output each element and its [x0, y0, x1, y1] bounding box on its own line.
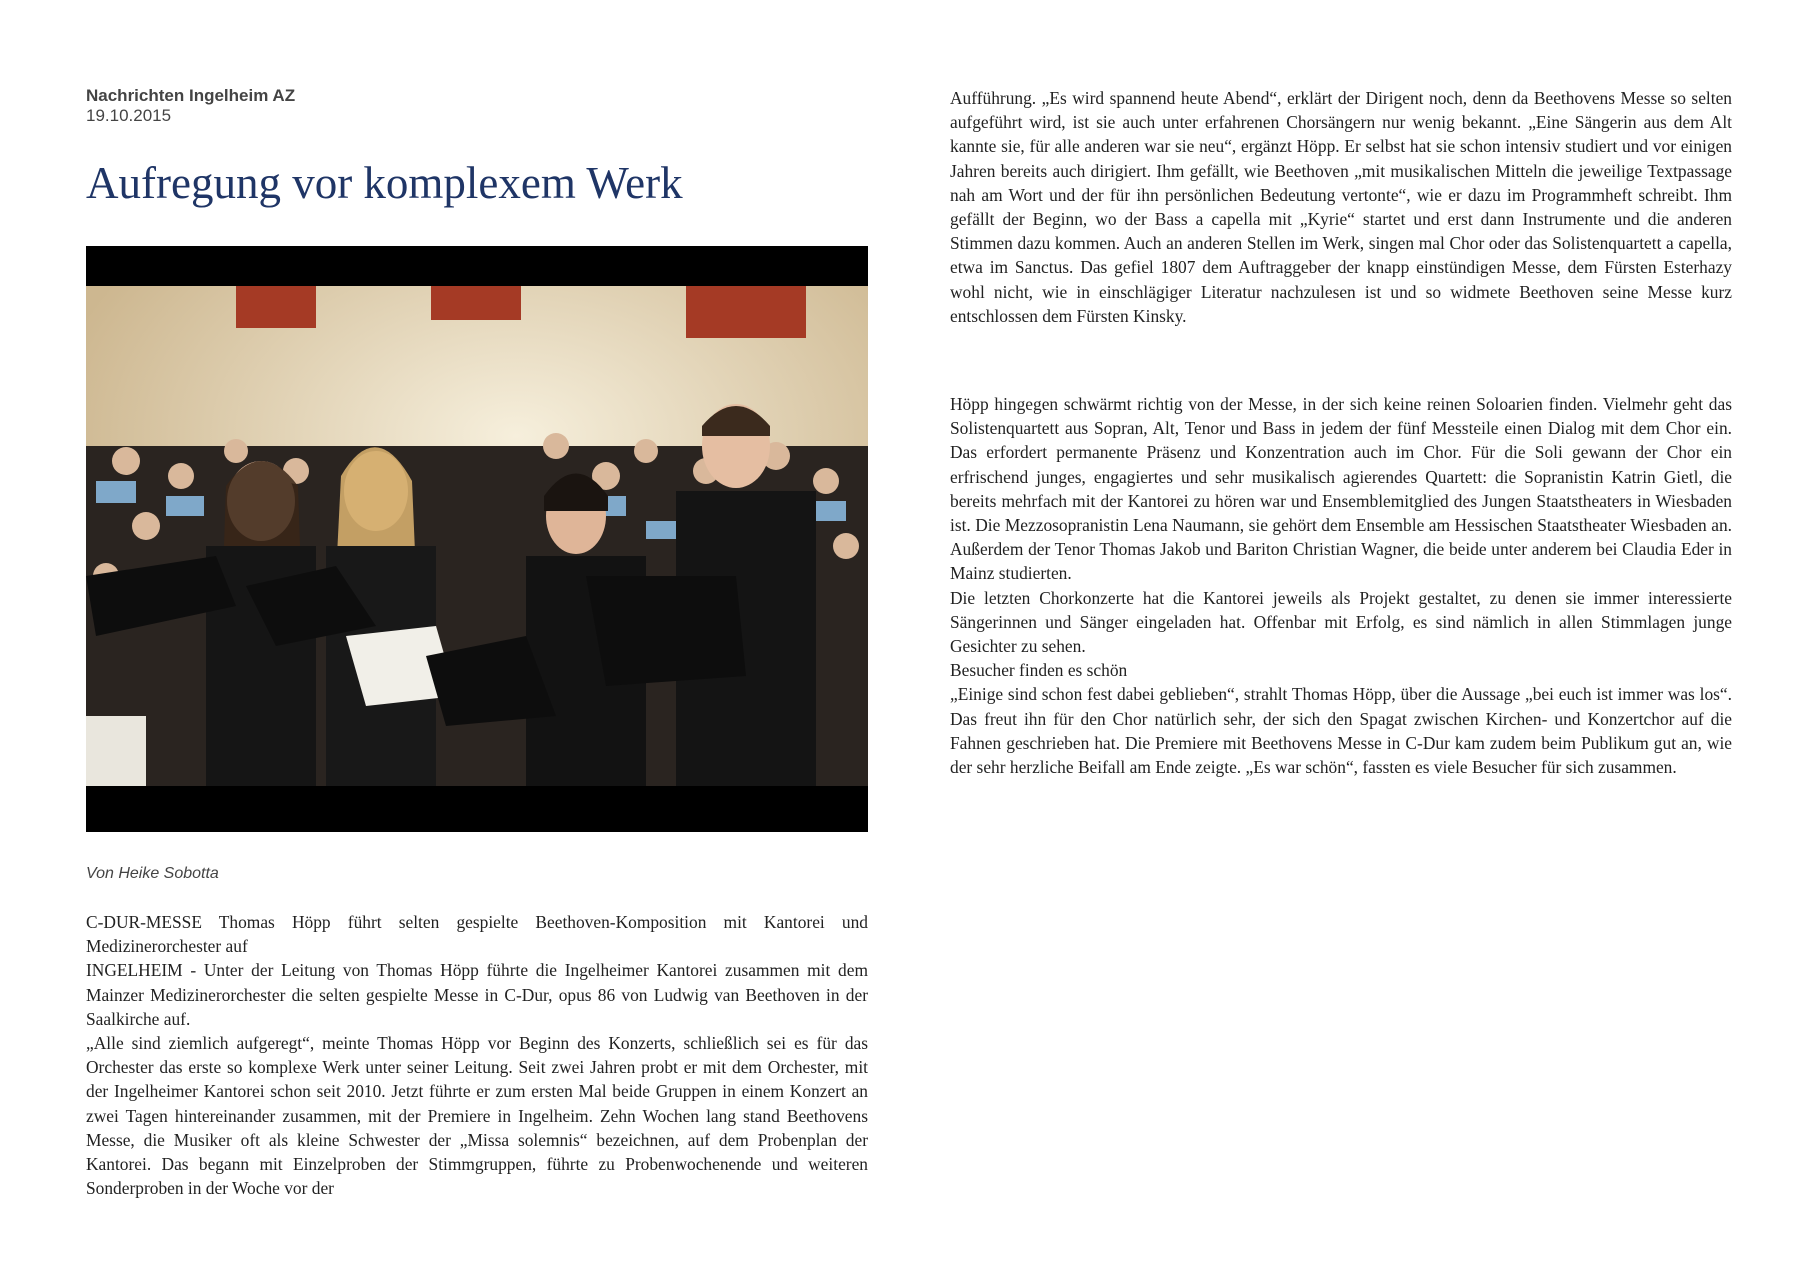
section-subheading: Besucher finden es schön [950, 660, 1128, 681]
source-name: Nachrichten Ingelheim AZ [86, 86, 296, 105]
left-column [86, 86, 868, 1200]
right-article-body-bottom [950, 392, 1732, 779]
article-lead: C-DUR-MESSE Thomas Höpp führt selten gespielte Beethoven-Komposition mit Kantorei und Medizinerorchester auf [86, 912, 868, 957]
choir-concert-photo [86, 246, 868, 832]
source-date: 19.10.2015 [86, 106, 172, 125]
article-photo [86, 246, 868, 832]
byline: Von Heike Sobotta [86, 865, 219, 882]
article-paragraph: Aufführung. „Es wird spannend heute Abend“, erklärt der Dirigent noch, denn da Beethovens Messe so selten aufgeführt wird, ist sie auch unter erfahrenen Chorsängern nur wenig bekannt. „Eine Sängerin aus dem Alt kannte sie, für alle anderen war sie neu“, ergänzt Höpp. Er selbst hat sie schon intensiv studiert und vor einigen Jahren bereits auch dirigiert. Ihm gefällt, wie Beethoven „mit musikalischen Mitteln die jeweilige Textpassage nah am Wort und der für ihn persönlichen Bedeutung vertonte“, wie er dazu im Programmheft schreibt. Ihm gefällt der Beginn, wo der Bass a capella mit „Kyrie“ startet und erst dann Instrumente und die anderen Stimmen dazu kommen. Auch an anderen Stellen im Werk, singen mal Chor oder das Solistenquartett a capella, etwa im Sanctus. Das gefiel 1807 dem Auftraggeber der knapp einstündigen Messe, dem Fürsten Esterhazy wohl nicht, wie in einschlägiger Literatur nachzulesen ist und so widmete Beethoven seine Messe kurz entschlossen dem Fürsten Kinsky. [950, 88, 1732, 326]
right-article-body-top [950, 86, 1732, 328]
article-paragraph: INGELHEIM - Unter der Leitung von Thomas Höpp führte die Ingelheimer Kantorei zusammen mit dem Mainzer Medizinerorchester die selten gespielte Messe in C-Dur, opus 86 von Ludwig van Beethoven in der Saalkirche auf. [86, 960, 868, 1029]
article-paragraph: „Einige sind schon fest dabei geblieben“, strahlt Thomas Höpp, über die Aussage „bei euch ist immer was los“. Das freut ihn für den Chor natürlich sehr, der sich den Spagat zwischen Kirchen- und Konzertchor auf die Fahnen geschrieben hat. Die Premiere mit Beethovens Messe in C-Dur kam zudem beim Publikum gut an, wie der sehr herzliche Beifall am Ende zeigte. „Es war schön“, fassten es viele Besucher für sich zusammen. [950, 684, 1732, 778]
right-column [950, 86, 1732, 779]
left-article-body [86, 910, 868, 1200]
article-paragraph: Die letzten Chorkonzerte hat die Kantorei jeweils als Projekt gestaltet, zu denen sie immer interessierte Sängerinnen und Sänger eingeladen hat. Offenbar mit Erfolg, es sind nämlich in allen Stimmlagen junge Gesichter zu sehen. [950, 587, 1732, 657]
headline: Aufregung vor komplexem Werk [86, 158, 683, 208]
article-paragraph: Höpp hingegen schwärmt richtig von der Messe, in der sich keine reinen Soloarien finden. Vielmehr geht das Solistenquartett aus Sopran, Alt, Tenor und Bass in jedem der fünf Messteile einen Dialog mit dem Chor ein. Das erfordert permanente Präsenz und Konzentration auch im Chor. Für die Soli gewann der Chor ein erfrischend junges, engagiertes und sehr musikalisch agierendes Quartett: die Sopranistin Katrin Gietl, die bereits mehrfach mit der Kantorei zu hören war und Ensemblemitglied des Jungen Staatstheaters in Wiesbaden ist. Die Mezzosopranistin Lena Naumann, sie gehört dem Ensemble am Hessischen Staatstheater Wiesbaden an. Außerdem der Tenor Thomas Jakob und Bariton Christian Wagner, die beide unter anderem bei Claudia Eder in Mainz studierten. [950, 394, 1732, 584]
paragraph-gap [950, 328, 1732, 392]
article-paragraph: „Alle sind ziemlich aufgeregt“, meinte Thomas Höpp vor Beginn des Konzerts, schließlich sei es für das Orchester das erste so komplexe Werk unter seiner Leitung. Seit zwei Jahren probt er mit dem Orchester, mit der Ingelheimer Kantorei schon seit 2010. Jetzt führte er zum ersten Mal beide Gruppen in einem Konzert an zwei Tagen hintereinander zusammen, mit der Premiere in Ingelheim. Zehn Wochen lang stand Beethovens Messe, die Musiker oft als kleine Schwester der „Missa solemnis“ bezeichnen, auf dem Probenplan der Kantorei. Das begann mit Einzelproben der Stimmgruppen, führte zu Probenwochenende und weiteren Sonderproben in der Woche vor der [86, 1033, 868, 1199]
